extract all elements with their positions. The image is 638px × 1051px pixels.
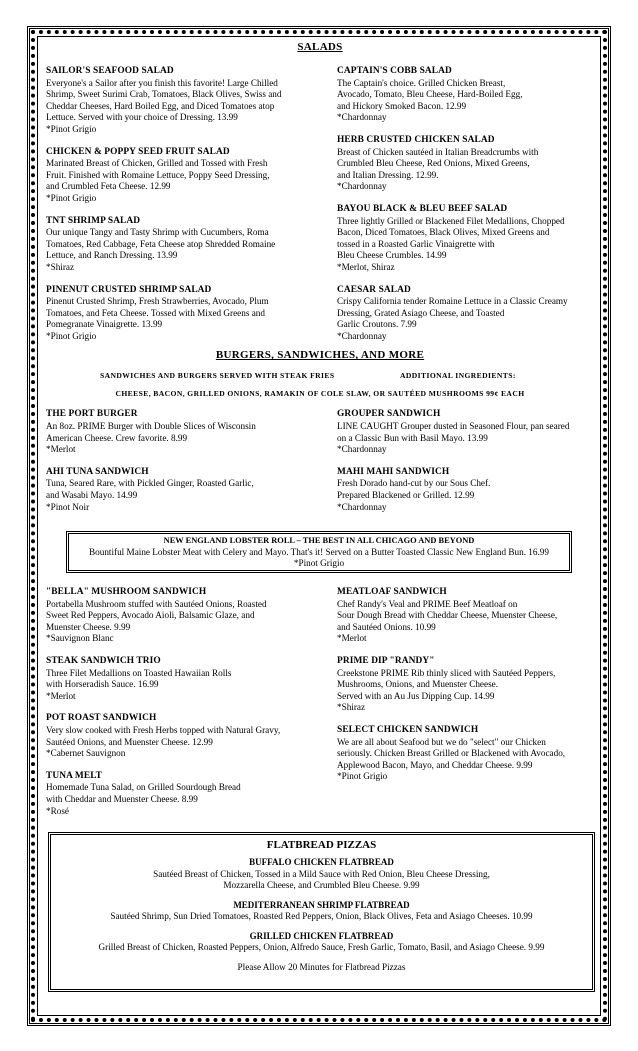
menu-item-description: Three Filet Medallions on Toasted Hawaiian Rolls with Horseradish Sauce. 16.99 [46, 667, 232, 690]
flatbread-heading: FLATBREAD PIZZAS [266, 839, 377, 851]
menu-item-description: The Captain's choice. Grilled Chicken Breast, Avocado, Tomato, Bleu Cheese, Hard-Boiled Egg, and Hickory Smoked Bacon. 12.99 [337, 77, 523, 111]
menu-item-description: Everyone's a Sailor after you finish this favorite! Large Chilled Shrimp, Sweet Surimi Crab, Tomatoes, Black Olives, Swiss and Cheddar Cheeses, Hard Boiled Egg, and Diced Tomatoes atop Lettuce. Served with your choice of Dressing. 13.99 [46, 77, 282, 123]
menu-content [46, 38, 594, 524]
menu-item-description: Very slow cooked with Fresh Herbs topped with Natural Gravy, Sautéed Onions, and Muenster Cheese. 12.99 [46, 724, 281, 747]
burgers-columns-a [46, 409, 594, 524]
menu-item-description: An 8oz. PRIME Burger with Double Slices of Wisconsin American Cheese. Crew favorite. 8.99 [46, 421, 256, 443]
menu-item-name: POT ROAST SANDWICH [46, 713, 157, 724]
menu-item-wine-pairing: *Pinot Grigio [46, 330, 97, 341]
menu-item-name: STEAK SANDWICH TRIO [46, 655, 161, 666]
menu-item-description: Marinated Breast of Chicken, Grilled and Tossed with Fresh Fruit. Finished with Romaine Lettuce, Poppy Seed Dressing, and Crumbled Feta Cheese. 12.99 [46, 158, 270, 192]
menu-item [46, 713, 326, 759]
menu-item-wine-pairing: *Shiraz [337, 702, 366, 713]
menu-item-wine-pairing: *Shiraz [46, 261, 75, 272]
burgers-right-column-b [337, 587, 594, 828]
menu-item [46, 409, 326, 455]
menu-item [337, 587, 594, 645]
salads-left-column [46, 66, 326, 353]
lobster-roll-wine: *Pinot Grigio [293, 557, 345, 568]
menu-item [51, 931, 592, 954]
menu-item-description: Sautéed Shrimp, Sun Dried Tomatoes, Roasted Red Peppers, Onion, Black Olives, Feta and Asiago Cheeses. 10.99 [110, 911, 533, 921]
menu-item-wine-pairing: *Merlot [337, 633, 367, 644]
salads-right-column [337, 66, 594, 353]
menu-item-wine-pairing: *Chardonnay [337, 444, 387, 455]
menu-item [337, 467, 594, 513]
menu-item [46, 467, 326, 513]
menu-item-description: Three lightly Grilled or Blackened Filet Medallions, Chopped Bacon, Diced Tomatoes, Black Olives, Mixed Greens and tossed in a Roasted Garlic Vinaigrette with Bleu Cheese Crumbles. 14.99 [337, 215, 565, 261]
menu-item [46, 66, 326, 136]
menu-item [337, 66, 594, 124]
menu-item [337, 135, 594, 193]
menu-item-name: TUNA MELT [46, 770, 103, 781]
menu-item-name: GRILLED CHICKEN FLATBREAD [249, 930, 394, 941]
menu-item-wine-pairing: *Merlot [46, 690, 76, 701]
burgers-left-column-a [46, 409, 326, 524]
lobster-roll-title: NEW ENGLAND LOBSTER ROLL – THE BEST IN ALL CHICAGO AND BEYOND [163, 536, 475, 545]
menu-item-wine-pairing: *Pinot Grigio [46, 123, 97, 134]
menu-item-name: CAPTAIN'S COBB SALAD [337, 66, 452, 76]
menu-item [337, 725, 594, 783]
menu-item-wine-pairing: *Pinot Grigio [46, 192, 97, 203]
menu-item-name: PINENUT CRUSTED SHRIMP SALAD [46, 284, 212, 295]
menu-item-description: Homemade Tuna Salad, on Grilled Sourdough Bread with Cheddar and Muenster Cheese. 8.99 [46, 782, 241, 804]
burgers-served-with: SANDWICHES AND BURGERS SERVED WITH STEAK FRIES [100, 371, 335, 381]
menu-item-name: CAESAR SALAD [337, 284, 411, 295]
menu-item-description: Breast of Chicken sautéed in Italian Breadcrumbs with Crumbled Bleu Cheese, Red Onions, Mixed Greens, and Italian Dressing. 12.99. [337, 146, 539, 180]
menu-item-name: THE PORT BURGER [46, 409, 138, 420]
flatbread-box [48, 832, 595, 992]
menu-item [337, 285, 594, 343]
menu-item-name: "BELLA" MUSHROOM SANDWICH [46, 587, 207, 597]
menu-item-wine-pairing: *Pinot Noir [46, 501, 90, 512]
menu-item-wine-pairing: *Merlot [46, 444, 76, 455]
menu-item [337, 204, 594, 274]
menu-item [46, 587, 326, 645]
menu-item-name: PRIME DIP "RANDY" [337, 655, 435, 666]
menu-item-name: BUFFALO CHICKEN FLATBREAD [249, 857, 394, 867]
lobster-roll-box [66, 531, 572, 573]
menu-item [46, 147, 326, 205]
menu-item-name: HERB CRUSTED CHICKEN SALAD [337, 134, 495, 145]
menu-item-name: BAYOU BLACK & BLEU BEEF SALAD [337, 203, 508, 214]
menu-item-name: GROUPER SANDWICH [337, 409, 441, 420]
menu-item-description: LINE CAUGHT Grouper dusted in Seasoned Flour, pan seared on a Classic Bun with Basil Mayo. 13.99 [337, 421, 570, 443]
menu-item-description: Chef Randy's Veal and PRIME Beef Meatloaf on Sour Dough Bread with Cheddar Cheese, Muenster Cheese, and Sautéed Onions. 10.99 [337, 598, 558, 632]
burgers-right-column-a [337, 409, 594, 524]
menu-item [46, 771, 326, 817]
menu-item-wine-pairing: *Merlot, Shiraz [337, 261, 395, 272]
additional-ingredients-list: CHEESE, BACON, GRILLED ONIONS, RAMAKIN OF COLE SLAW, OR SAUTÉED MUSHROOMS 99¢ EACH [115, 389, 525, 399]
menu-item [337, 409, 594, 455]
salads-heading: SALADS [297, 41, 343, 53]
menu-item-description: Creekstone PRIME Rib thinly sliced with Sautéed Peppers, Mushrooms, Onions, and Muenster Cheese. Served with an Au Jus Dipping Cup. 14.99 [337, 667, 556, 701]
burgers-subheading-row [46, 371, 594, 382]
menu-item [46, 285, 326, 343]
burgers-heading: BURGERS, SANDWICHES, AND MORE [215, 349, 425, 362]
menu-item-name: MAHI MAHI SANDWICH [337, 466, 450, 477]
additional-ingredients-label: ADDITIONAL INGREDIENTS: [400, 371, 516, 381]
menu-item-description: Tuna, Seared Rare, with Pickled Ginger, Roasted Garlic, and Wasabi Mayo. 14.99 [46, 478, 254, 501]
menu-item-description: Portabella Mushroom stuffed with Sautéed Onions, Roasted Sweet Red Peppers, Avocado Aioli, Balsamic Glaze, and Muenster Cheese. 9.99 [46, 598, 267, 632]
menu-item-description: Pinenut Crusted Shrimp, Fresh Strawberries, Avocado, Plum Tomatoes, and Feta Cheese. Tossed with Mixed Greens and Pomegranate Vinaigrette. 13.99 [46, 296, 269, 330]
menu-item-name: MEATLOAF SANDWICH [337, 587, 447, 597]
menu-item-description: Fresh Dorado hand-cut by our Sous Chef. Prepared Blackened or Grilled. 12.99 [337, 478, 491, 501]
menu-item-wine-pairing: *Rosé [46, 805, 69, 816]
menu-item-description: Our unique Tangy and Tasty Shrimp with Cucumbers, Roma Tomatoes, Red Cabbage, Feta Cheese atop Shredded Romaine Lettuce, and Ranch Dressing. 13.99 [46, 227, 276, 261]
menu-item-name: TNT SHRIMP SALAD [46, 215, 141, 226]
flatbread-note: Please Allow 20 Minutes for Flatbread Pizzas [237, 961, 406, 972]
salads-columns [46, 66, 594, 353]
burgers-columns-b [46, 587, 594, 828]
menu-item-wine-pairing: *Chardonnay [337, 330, 387, 341]
menu-item-wine-pairing: *Chardonnay [337, 181, 387, 192]
menu-item [46, 656, 326, 702]
menu-item-description: Crispy California tender Romaine Lettuce in a Classic Creamy Dressing, Grated Asiago Cheese, and Toasted Garlic Croutons. 7.99 [337, 296, 568, 330]
menu-item [337, 656, 594, 714]
menu-item-name: AHI TUNA SANDWICH [46, 466, 149, 477]
menu-item-name: CHICKEN & POPPY SEED FRUIT SALAD [46, 146, 230, 157]
burgers-left-column-b [46, 587, 326, 828]
menu-item-description: Sautéed Breast of Chicken, Tossed in a Mild Sauce with Red Onion, Bleu Cheese Dressing, Mozzarella Cheese, and Crumbled Bleu Cheese. 9.99 [153, 868, 490, 890]
menu-item [51, 857, 592, 892]
menu-item-wine-pairing: *Pinot Grigio [337, 771, 388, 782]
menu-item [51, 900, 592, 923]
menu-item-name: SELECT CHICKEN SANDWICH [337, 724, 479, 735]
menu-item-description: We are all about Seafood but we do "select" our Chicken seriously. Chicken Breast Grilled or Blackened with Avocado, Applewood Bacon, Mayo, and Cheddar Cheese. 9.99 [337, 736, 566, 770]
menu-item-description: Grilled Breast of Chicken, Roasted Peppers, Onion, Alfredo Sauce, Fresh Garlic, Tomato, Basil, and Asiago Cheese. 9.99 [98, 942, 545, 952]
menu-item-wine-pairing: *Chardonnay [337, 112, 387, 123]
menu-item [46, 216, 326, 274]
flatbread-items [51, 857, 592, 954]
lobster-roll-description: Bountiful Maine Lobster Meat with Celery and Mayo. That's it! Served on a Butter Toasted Classic New England Bun. 16.99 [89, 546, 549, 557]
menu-item-name: SAILOR'S SEAFOOD SALAD [46, 66, 174, 76]
menu-item-name: MEDITERRANEAN SHRIMP FLATBREAD [233, 899, 410, 910]
menu-item-wine-pairing: *Cabernet Sauvignon [46, 748, 126, 759]
menu-item-wine-pairing: *Sauvignon Blanc [46, 633, 114, 644]
menu-item-wine-pairing: *Chardonnay [337, 501, 387, 512]
